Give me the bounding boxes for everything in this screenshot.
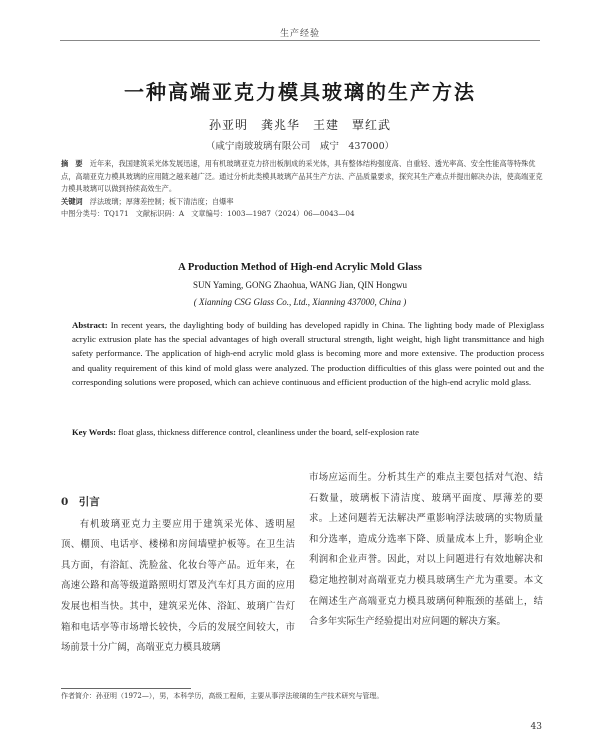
abstract-en-text: In recent years, the daylighting body of building has developed rapidly in China. The lighting body made of Plexiglass acrylic extrusion plate has the special advantages of high overall structural strength, light weight, high light transmittance and high safety performance. The application of high-end acrylic mold glass is becoming more and more extensive. The production process and quality requirement of this kind of mold glass were analyzed. The production difficulties of this glass were pointed out and the corresponding solutions were proposed, which can achieve continuous and efficient production of the high-end acrylic mold glass. xyxy=(72,320,545,387)
article-title-en: A Production Method of High-end Acrylic Mold Glass xyxy=(178,262,422,273)
author-footnote: 作者简介：孙亚明（1972—），男，本科学历，高级工程师，主要从事浮法玻璃的生产技术研究与管理。 xyxy=(61,692,384,700)
body-column-left xyxy=(61,468,295,659)
abstract-cn-label: 摘 要 xyxy=(61,159,83,168)
body-paragraph-2: 市场应运而生。分析其生产的难点主要包括对气泡、结石数量，玻璃板下清洁度、玻璃平面度、厚薄差的要求。上述问题若无法解决严重影响浮法玻璃的实物质量和分选率，造成分选率下降、质量成本上升，影响企业利润和企业声誉。因此，对以上问题进行有效地解决和稳定地控制对高端亚克力模具玻璃生产尤为重要。本文在阐述生产高端亚克力模具玻璃何种瓶颈的基础上，结合多年实际生产经验提出对应问题的解决方案。 xyxy=(309,472,543,628)
body-paragraph-1: 有机玻璃亚克力主要应用于建筑采光体、透明屋顶、棚顶、电话亭、楼梯和房间墙壁护板等。在卫生洁具方面，有浴缸、洗脸盆、化妆台等产品。近年来，在高速公路和高等级道路照明灯罩及汽车灯具方面的应用发展也相当快。其中，建筑采光体、浴缸、玻璃广告灯箱和电话亭等市场增长较快，今后的发展空间较大，市场前景十分广阔，高端亚克力模具玻璃 xyxy=(61,518,295,654)
abstract-en xyxy=(72,318,544,389)
keywords-en-label: Key Words: xyxy=(72,427,117,437)
affiliation-cn: （咸宁南玻玻璃有限公司 咸宁 437000） xyxy=(205,141,395,152)
abstract-cn xyxy=(61,158,543,196)
abstract-cn-text: 近年来，我国建筑采光体发展迅速，用有机玻璃亚克力挤出板制成的采光体，具有整体结构强度高、自重轻、透光率高、安全性能高等特殊优点，高端亚克力模具玻璃的应用随之越来越广泛。通过分析此类模具玻璃产品其生产方法、产品质量要求，探究其生产难点并提出解决办法，使高端亚克力模具玻璃可以做到持续高效生产。 xyxy=(61,159,543,193)
abstract-en-label: Abstract: xyxy=(72,320,108,330)
keywords-cn-label: 关键词 xyxy=(61,196,83,206)
footnote-rule xyxy=(61,688,191,689)
article-title-cn: 一种高端亚克力模具玻璃的生产方法 xyxy=(124,80,476,104)
keywords-cn-text: 浮法玻璃；厚薄差控制；板下清洁度；自爆率 xyxy=(89,196,234,206)
keywords-en-text: float glass, thickness difference control, cleanliness under the board, self-explosion rate xyxy=(118,427,419,437)
body-column-right xyxy=(309,468,543,633)
keywords-cn xyxy=(61,196,543,209)
running-header: 生产经验 xyxy=(279,29,320,39)
authors-cn: 孙亚明 龚兆华 王建 覃红武 xyxy=(208,118,391,132)
keywords-en xyxy=(72,426,544,439)
classification-line: 中图分类号：TQ171 文献标识码：A 文章编号：1003—1987（2024）06—0043—04 xyxy=(61,209,355,218)
page-number: 43 xyxy=(530,722,542,732)
abstract-cn-block xyxy=(61,158,543,221)
authors-en: SUN Yaming, GONG Zhaohua, WANG Jian, QIN Hongwu xyxy=(192,280,408,290)
header-rule xyxy=(60,40,540,41)
section-heading-intro: 0 引言 xyxy=(61,496,100,508)
affiliation-en: ( Xianning CSG Glass Co., Ltd., Xianning 437000, China ) xyxy=(193,297,407,307)
